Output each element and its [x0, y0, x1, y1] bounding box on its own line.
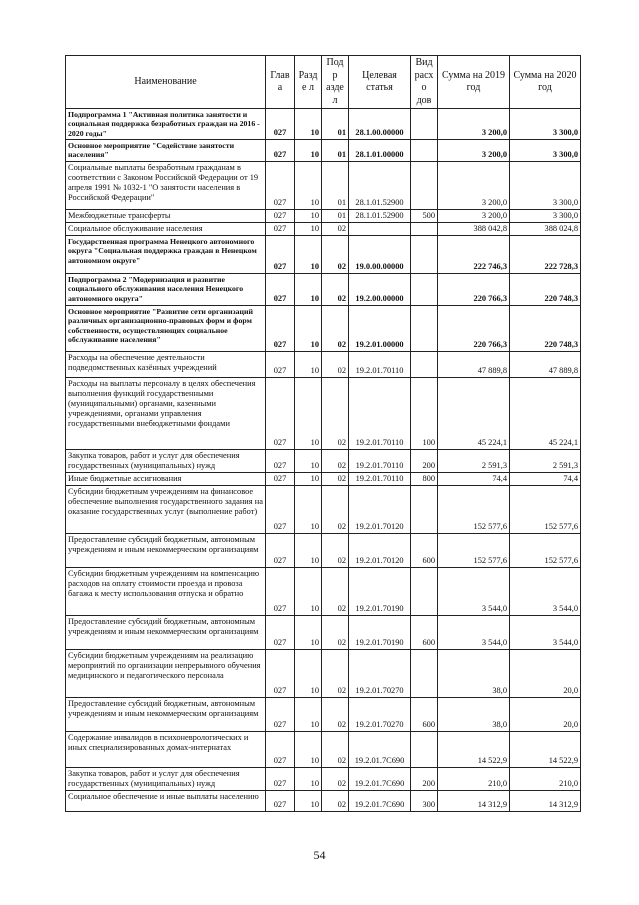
- cell-name: Расходы на обеспечение деятельности подведомственных казённых учреждений: [66, 351, 266, 377]
- cell-sum-2019: 3 200,0: [438, 209, 510, 222]
- cell-statya: 19.2.01.70110: [349, 449, 411, 472]
- cell-name: Предоставление субсидий бюджетным, автономным учреждениям и иным некоммерческим организациям: [66, 534, 266, 568]
- cell-name: Субсидии бюджетным учреждениям на реализацию мероприятий по организации непрерывного обучения медицинского и педагогического персонала: [66, 650, 266, 698]
- cell-sum-2020: 3 300,0: [510, 161, 581, 209]
- cell-vid: [411, 351, 438, 377]
- cell-podrazdel: 02: [322, 235, 349, 273]
- cell-vid: [411, 140, 438, 162]
- cell-sum-2020: 14 522,9: [510, 732, 581, 768]
- table-row: [66, 161, 581, 209]
- cell-glava: 027: [266, 791, 295, 812]
- cell-sum-2019: 14 312,9: [438, 791, 510, 812]
- header-vid: Вид расхо дов: [411, 56, 438, 109]
- cell-podrazdel: 02: [322, 473, 349, 486]
- cell-vid: [411, 235, 438, 273]
- cell-statya: 28.1.01.52900: [349, 209, 411, 222]
- table-row: [66, 732, 581, 768]
- cell-glava: 027: [266, 161, 295, 209]
- cell-sum-2019: 47 889,8: [438, 351, 510, 377]
- cell-razdel: 10: [295, 791, 322, 812]
- cell-sum-2019: 152 577,6: [438, 486, 510, 534]
- cell-vid: 500: [411, 209, 438, 222]
- cell-statya: 19.0.00.00000: [349, 235, 411, 273]
- cell-name: Предоставление субсидий бюджетным, автономным учреждениям и иным некоммерческим организациям: [66, 616, 266, 650]
- table-row: [66, 449, 581, 472]
- cell-sum-2019: 3 200,0: [438, 161, 510, 209]
- cell-sum-2020: 220 748,3: [510, 305, 581, 351]
- cell-glava: 027: [266, 486, 295, 534]
- cell-statya: 19.2.01.70110: [349, 377, 411, 449]
- cell-sum-2020: 3 544,0: [510, 568, 581, 616]
- cell-sum-2020: 14 312,9: [510, 791, 581, 812]
- table-row: [66, 273, 581, 305]
- table-row: [66, 698, 581, 732]
- cell-vid: [411, 222, 438, 235]
- cell-podrazdel: 01: [322, 209, 349, 222]
- table-row: [66, 568, 581, 616]
- cell-sum-2020: 220 748,3: [510, 273, 581, 305]
- cell-podrazdel: 02: [322, 791, 349, 812]
- cell-statya: 19.2.01.70120: [349, 486, 411, 534]
- cell-name: Подпрограмма 2 "Модернизация и развитие социального обслуживания населения Ненецкого автономного округа": [66, 273, 266, 305]
- cell-podrazdel: 02: [322, 305, 349, 351]
- cell-vid: 300: [411, 791, 438, 812]
- cell-razdel: 10: [295, 222, 322, 235]
- cell-name: Основное мероприятие "Развитие сети организаций различных организационно-правовых форм и форм собственности, осуществляющих социальное обслуживание населения": [66, 305, 266, 351]
- cell-sum-2019: 3 200,0: [438, 140, 510, 162]
- cell-sum-2019: 45 224,1: [438, 377, 510, 449]
- cell-glava: 027: [266, 209, 295, 222]
- cell-name: Социальные выплаты безработным гражданам в соответствии с Законом Российской Федерации от 19 апреля 1991 № 1032-1 "О занятости населения в Российской Федерации": [66, 161, 266, 209]
- cell-razdel: 10: [295, 616, 322, 650]
- cell-sum-2019: 3 544,0: [438, 568, 510, 616]
- table-row: [66, 140, 581, 162]
- table-row: [66, 768, 581, 791]
- cell-glava: 027: [266, 732, 295, 768]
- cell-statya: 19.2.01.70270: [349, 650, 411, 698]
- table-row: [66, 305, 581, 351]
- cell-statya: 19.2.01.00000: [349, 305, 411, 351]
- cell-glava: 027: [266, 235, 295, 273]
- header-sum-2019: Сумма на 2019 год: [438, 56, 510, 109]
- cell-podrazdel: 01: [322, 109, 349, 140]
- cell-name: Социальное обеспечение и иные выплаты населению: [66, 791, 266, 812]
- cell-name: Содержание инвалидов в психоневрологических и иных специализированных домах-интернатах: [66, 732, 266, 768]
- cell-vid: [411, 486, 438, 534]
- cell-razdel: 10: [295, 235, 322, 273]
- header-name: Наименование: [66, 56, 266, 109]
- cell-sum-2020: 45 224,1: [510, 377, 581, 449]
- cell-podrazdel: 02: [322, 732, 349, 768]
- cell-podrazdel: 01: [322, 140, 349, 162]
- cell-sum-2020: 20,0: [510, 698, 581, 732]
- table-row: [66, 235, 581, 273]
- cell-name: Межбюджетные трансферты: [66, 209, 266, 222]
- cell-glava: 027: [266, 616, 295, 650]
- cell-sum-2020: 152 577,6: [510, 534, 581, 568]
- table-row: [66, 377, 581, 449]
- cell-vid: 800: [411, 473, 438, 486]
- cell-glava: 027: [266, 377, 295, 449]
- table-row: [66, 222, 581, 235]
- cell-vid: 600: [411, 698, 438, 732]
- cell-sum-2019: 152 577,6: [438, 534, 510, 568]
- cell-sum-2020: 3 544,0: [510, 616, 581, 650]
- cell-vid: 100: [411, 377, 438, 449]
- cell-statya: 19.2.01.70110: [349, 473, 411, 486]
- cell-name: Подпрограмма 1 "Активная политика занятости и социальная поддержка безработных граждан на 2016 - 2020 годы": [66, 109, 266, 140]
- table-body: [66, 109, 581, 812]
- cell-statya: 28.1.00.00000: [349, 109, 411, 140]
- cell-sum-2019: 3 200,0: [438, 109, 510, 140]
- cell-glava: 027: [266, 109, 295, 140]
- table-row: [66, 486, 581, 534]
- cell-podrazdel: 02: [322, 222, 349, 235]
- cell-vid: [411, 568, 438, 616]
- header-podrazdel: Подр аздел: [322, 56, 349, 109]
- cell-sum-2020: 74,4: [510, 473, 581, 486]
- cell-vid: 200: [411, 768, 438, 791]
- cell-sum-2019: 220 766,3: [438, 305, 510, 351]
- cell-name: Основное мероприятие "Содействие занятости населения": [66, 140, 266, 162]
- cell-razdel: 10: [295, 698, 322, 732]
- cell-podrazdel: 02: [322, 377, 349, 449]
- cell-glava: 027: [266, 568, 295, 616]
- cell-sum-2020: 222 728,3: [510, 235, 581, 273]
- cell-podrazdel: 01: [322, 161, 349, 209]
- cell-razdel: 10: [295, 473, 322, 486]
- table-row: [66, 473, 581, 486]
- table-row: [66, 616, 581, 650]
- cell-sum-2019: 3 544,0: [438, 616, 510, 650]
- cell-statya: 19.2.01.70190: [349, 616, 411, 650]
- header-razdel: Разде л: [295, 56, 322, 109]
- table-header-row: [66, 56, 581, 109]
- cell-sum-2019: 74,4: [438, 473, 510, 486]
- cell-sum-2020: 3 300,0: [510, 109, 581, 140]
- cell-name: Социальное обслуживание населения: [66, 222, 266, 235]
- cell-podrazdel: 02: [322, 486, 349, 534]
- cell-sum-2020: 47 889,8: [510, 351, 581, 377]
- cell-glava: 027: [266, 449, 295, 472]
- cell-sum-2019: 2 591,3: [438, 449, 510, 472]
- cell-sum-2019: 388 042,8: [438, 222, 510, 235]
- cell-razdel: 10: [295, 534, 322, 568]
- cell-podrazdel: 02: [322, 351, 349, 377]
- cell-glava: 027: [266, 534, 295, 568]
- cell-sum-2019: 210,0: [438, 768, 510, 791]
- cell-statya: 28.1.01.52900: [349, 161, 411, 209]
- cell-razdel: 10: [295, 568, 322, 616]
- header-sum-2020: Сумма на 2020 год: [510, 56, 581, 109]
- cell-podrazdel: 02: [322, 568, 349, 616]
- cell-statya: 19.2.01.70190: [349, 568, 411, 616]
- cell-glava: 027: [266, 351, 295, 377]
- table-row: [66, 109, 581, 140]
- cell-glava: 027: [266, 768, 295, 791]
- cell-glava: 027: [266, 698, 295, 732]
- cell-vid: [411, 732, 438, 768]
- cell-statya: 19.2.01.70270: [349, 698, 411, 732]
- cell-glava: 027: [266, 650, 295, 698]
- cell-name: Субсидии бюджетным учреждениям на финансовое обеспечение выполнения государственного задания на оказание государственных услуг (выполнение работ): [66, 486, 266, 534]
- cell-razdel: 10: [295, 140, 322, 162]
- cell-podrazdel: 02: [322, 768, 349, 791]
- cell-statya: 19.2.01.7С690: [349, 768, 411, 791]
- cell-sum-2020: 2 591,3: [510, 449, 581, 472]
- cell-name: Иные бюджетные ассигнования: [66, 473, 266, 486]
- cell-glava: 027: [266, 473, 295, 486]
- cell-podrazdel: 02: [322, 449, 349, 472]
- cell-glava: 027: [266, 140, 295, 162]
- cell-podrazdel: 02: [322, 650, 349, 698]
- cell-name: Государственная программа Ненецкого автономного округа "Социальная поддержка граждан в Ненецком автономном округе": [66, 235, 266, 273]
- cell-vid: [411, 109, 438, 140]
- cell-razdel: 10: [295, 449, 322, 472]
- cell-razdel: 10: [295, 650, 322, 698]
- cell-name: Расходы на выплаты персоналу в целях обеспечения выполнения функций государственными (муниципальными) органами, казенными учреждениями, органами управления государственными внебюджетными фондами: [66, 377, 266, 449]
- cell-razdel: 10: [295, 351, 322, 377]
- cell-glava: 027: [266, 273, 295, 305]
- cell-razdel: 10: [295, 768, 322, 791]
- budget-table: [65, 55, 581, 812]
- table-row: [66, 650, 581, 698]
- header-glava: Глав а: [266, 56, 295, 109]
- cell-sum-2020: 152 577,6: [510, 486, 581, 534]
- cell-sum-2020: 20,0: [510, 650, 581, 698]
- table-row: [66, 791, 581, 812]
- cell-razdel: 10: [295, 377, 322, 449]
- cell-sum-2020: 388 024,8: [510, 222, 581, 235]
- cell-razdel: 10: [295, 109, 322, 140]
- cell-statya: 19.2.01.70120: [349, 534, 411, 568]
- cell-statya: [349, 222, 411, 235]
- cell-glava: 027: [266, 222, 295, 235]
- cell-vid: 200: [411, 449, 438, 472]
- cell-vid: 600: [411, 534, 438, 568]
- table-row: [66, 534, 581, 568]
- cell-podrazdel: 02: [322, 273, 349, 305]
- table-row: [66, 351, 581, 377]
- cell-sum-2019: 222 746,3: [438, 235, 510, 273]
- cell-sum-2020: 3 300,0: [510, 209, 581, 222]
- cell-name: Закупка товаров, работ и услуг для обеспечения государственных (муниципальных) нужд: [66, 449, 266, 472]
- cell-podrazdel: 02: [322, 534, 349, 568]
- cell-sum-2019: 14 522,9: [438, 732, 510, 768]
- cell-razdel: 10: [295, 305, 322, 351]
- cell-name: Предоставление субсидий бюджетным, автономным учреждениям и иным некоммерческим организациям: [66, 698, 266, 732]
- cell-vid: [411, 650, 438, 698]
- cell-vid: [411, 161, 438, 209]
- cell-razdel: 10: [295, 732, 322, 768]
- cell-vid: [411, 273, 438, 305]
- cell-vid: [411, 305, 438, 351]
- cell-statya: 19.2.01.70110: [349, 351, 411, 377]
- cell-razdel: 10: [295, 273, 322, 305]
- cell-sum-2019: 220 766,3: [438, 273, 510, 305]
- cell-glava: 027: [266, 305, 295, 351]
- cell-sum-2019: 38,0: [438, 698, 510, 732]
- cell-sum-2020: 3 300,0: [510, 140, 581, 162]
- cell-name: Субсидии бюджетным учреждениям на компенсацию расходов на оплату стоимости проезда и провоза багажа к месту использования отпуска и обратно: [66, 568, 266, 616]
- page-number: 54: [313, 848, 326, 862]
- cell-statya: 28.1.01.00000: [349, 140, 411, 162]
- cell-razdel: 10: [295, 486, 322, 534]
- cell-razdel: 10: [295, 161, 322, 209]
- cell-statya: 19.2.00.00000: [349, 273, 411, 305]
- cell-sum-2020: 210,0: [510, 768, 581, 791]
- table-row: [66, 209, 581, 222]
- cell-vid: 600: [411, 616, 438, 650]
- cell-name: Закупка товаров, работ и услуг для обеспечения государственных (муниципальных) нужд: [66, 768, 266, 791]
- cell-podrazdel: 02: [322, 698, 349, 732]
- cell-sum-2019: 38,0: [438, 650, 510, 698]
- cell-razdel: 10: [295, 209, 322, 222]
- cell-statya: 19.2.01.7С690: [349, 791, 411, 812]
- cell-podrazdel: 02: [322, 616, 349, 650]
- cell-statya: 19.2.01.7С690: [349, 732, 411, 768]
- header-statya: Целевая статья: [349, 56, 411, 109]
